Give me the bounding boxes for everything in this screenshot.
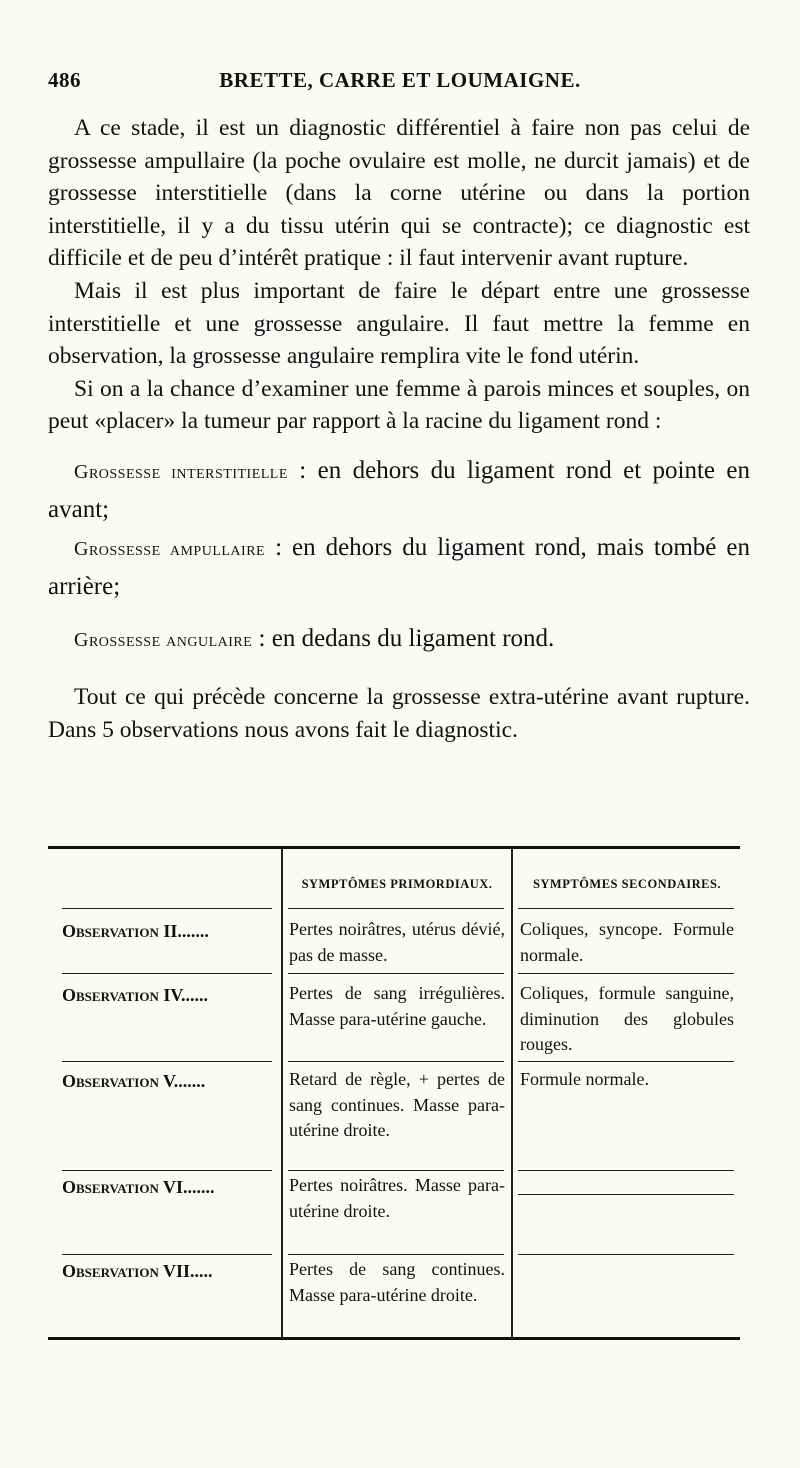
row-rule xyxy=(62,1170,272,1171)
definition-text: : en dehors du ligament rond, mais tombé en arrière; xyxy=(48,533,750,600)
row-rule xyxy=(288,908,504,909)
primordial-cell: Pertes de sang irrégulières. Masse para-utérine gauche. xyxy=(289,983,505,1029)
secondary-cell: Coliques, formule sanguine, diminution des globules rouges. xyxy=(520,983,734,1054)
primordial-cell: Retard de règle, + pertes de sang continues. Masse para-utérine droite. xyxy=(289,1069,505,1140)
row-rule xyxy=(518,1170,734,1171)
secondary-cell: Coliques, syncope. Formule normale. xyxy=(520,919,734,965)
row-rule xyxy=(288,1061,504,1062)
row-rule xyxy=(518,1254,734,1255)
table-row-label: Observation VII..... xyxy=(62,1261,213,1281)
running-title: BRETTE, CARRE ET LOUMAIGNE. xyxy=(219,68,581,92)
primordial-cell: Pertes de sang continues. Masse para-utérine droite. xyxy=(289,1259,505,1305)
table-row-label: Observation II....... xyxy=(62,921,209,941)
row-rule xyxy=(62,973,272,974)
row-rule xyxy=(518,1061,734,1062)
table-row-label: Observation IV...... xyxy=(62,985,209,1005)
primordial-cell: Pertes noirâtres. Masse para-utérine droite. xyxy=(289,1175,505,1221)
row-rule xyxy=(62,1254,272,1255)
definition-angulaire xyxy=(48,620,750,659)
page-number: 486 xyxy=(48,68,81,92)
row-rule xyxy=(288,1170,504,1171)
body-text xyxy=(48,112,750,746)
definition-term: Grossesse angulaire xyxy=(74,628,253,651)
definition-ampullaire xyxy=(48,529,750,606)
primordial-cell: Pertes noirâtres, utérus dévié, pas de masse. xyxy=(289,919,505,965)
table-row-label: Observation VI....... xyxy=(62,1177,215,1197)
definition-interstitielle xyxy=(48,452,750,529)
paragraph-2: Mais il est plus important de faire le départ entre une grossesse interstitielle et une grossesse angulaire. Il faut mettre la femme en observation, la grossesse angulaire remplira vite le fond utérin. xyxy=(48,277,750,370)
column-divider xyxy=(281,849,283,1337)
definition-term: Grossesse interstitielle xyxy=(74,460,288,483)
paragraph-3: Si on a la chance d’examiner une femme à parois minces et souples, on peut «placer» la tumeur par rapport à la racine du ligament rond : xyxy=(48,375,750,435)
paragraph-1: A ce stade, il est un diagnostic différentiel à faire non pas celui de grossesse ampullaire (la poche ovulaire est molle, ne durcit jamais) et de grossesse interstitielle (dans la corne utérine ou dans la portion interstitielle, il y a du tissu utérin qui se contracte); ce diagnostic est difficile et de peu d’intérêt pratique : il faut intervenir avant rupture. xyxy=(48,115,750,272)
row-rule xyxy=(288,1254,504,1255)
row-rule xyxy=(518,908,734,909)
table-row-label: Observation V....... xyxy=(62,1071,206,1091)
paragraph-4: Tout ce qui précède concerne la grossesse extra-utérine avant rupture. Dans 5 observations nous avons fait le diagnostic. xyxy=(48,683,750,743)
secondary-header: SYMPTÔMES SECONDAIRES. xyxy=(532,877,722,891)
observations-table xyxy=(48,846,740,1340)
definition-text: : en dehors du ligament rond et pointe en avant; xyxy=(48,456,751,523)
column-divider xyxy=(511,849,513,1337)
row-rule xyxy=(518,1194,734,1195)
secondary-cell: Formule normale. xyxy=(520,1069,649,1089)
row-rule xyxy=(62,908,272,909)
definition-term: Grossesse ampullaire xyxy=(74,537,266,560)
definition-text: : en dedans du ligament rond. xyxy=(252,624,555,652)
row-rule xyxy=(288,973,504,974)
row-rule xyxy=(62,1061,272,1062)
row-rule xyxy=(518,973,734,974)
primordial-header: SYMPTÔMES PRIMORDIAUX. xyxy=(301,877,493,891)
